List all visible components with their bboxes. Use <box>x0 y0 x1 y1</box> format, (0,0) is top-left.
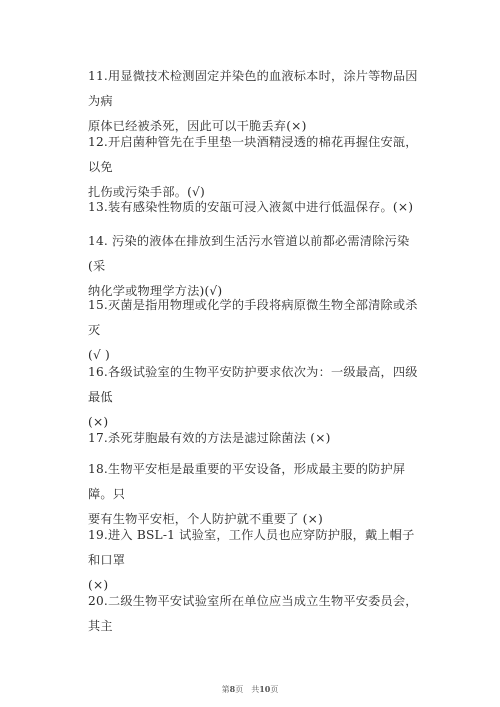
question-20: 20.二级生物平安试验室所在单位应当成立生物平安委员会，其主 <box>88 594 418 633</box>
question-15: 15.灭菌是指用物理或化学的手段将病原微生物全部清除或杀灭 (√ ) <box>88 298 418 362</box>
question-11: 11.用显微技术检测固定并染色的血液标本时，涂片等物品因为病 原体已经被杀死，因此可以干脆丢弃(×) <box>88 69 418 133</box>
question-17: 17.杀死芽胞最有效的方法是滤过除菌法 (×) <box>88 431 331 445</box>
question-16: 16.各级试验室的生物平安防护要求依次为：一级最高，四级最低 (×) <box>88 365 418 429</box>
question-18: 18.生物平安柜是最重要的平安设备，形成最主要的防护屏障。只 要有生物平安柜，个人防护就不重要了 (×) <box>88 462 406 526</box>
current-page-number: 8 <box>229 684 236 694</box>
question-14: 14. 污染的液体在排放到生活污水管道以前都必需清除污染(采 纳化学或物理学方法)(√) <box>88 234 410 298</box>
question-12: 12.开启菌种管先在手里垫一块酒精浸透的棉花再握住安瓿，以免 扎伤或污染手部。(√) <box>88 135 418 199</box>
question-19: 19.进入 BSL-1 试验室，工作人员也应穿防护服，戴上帽子和口罩 (×) <box>88 528 415 592</box>
question-13: 13.装有感染性物质的安瓿可浸入液氮中进行低温保存。(×) <box>88 200 414 214</box>
page-footer: 第8页 共10页 <box>221 684 279 694</box>
total-page-number: 10 <box>259 684 271 694</box>
